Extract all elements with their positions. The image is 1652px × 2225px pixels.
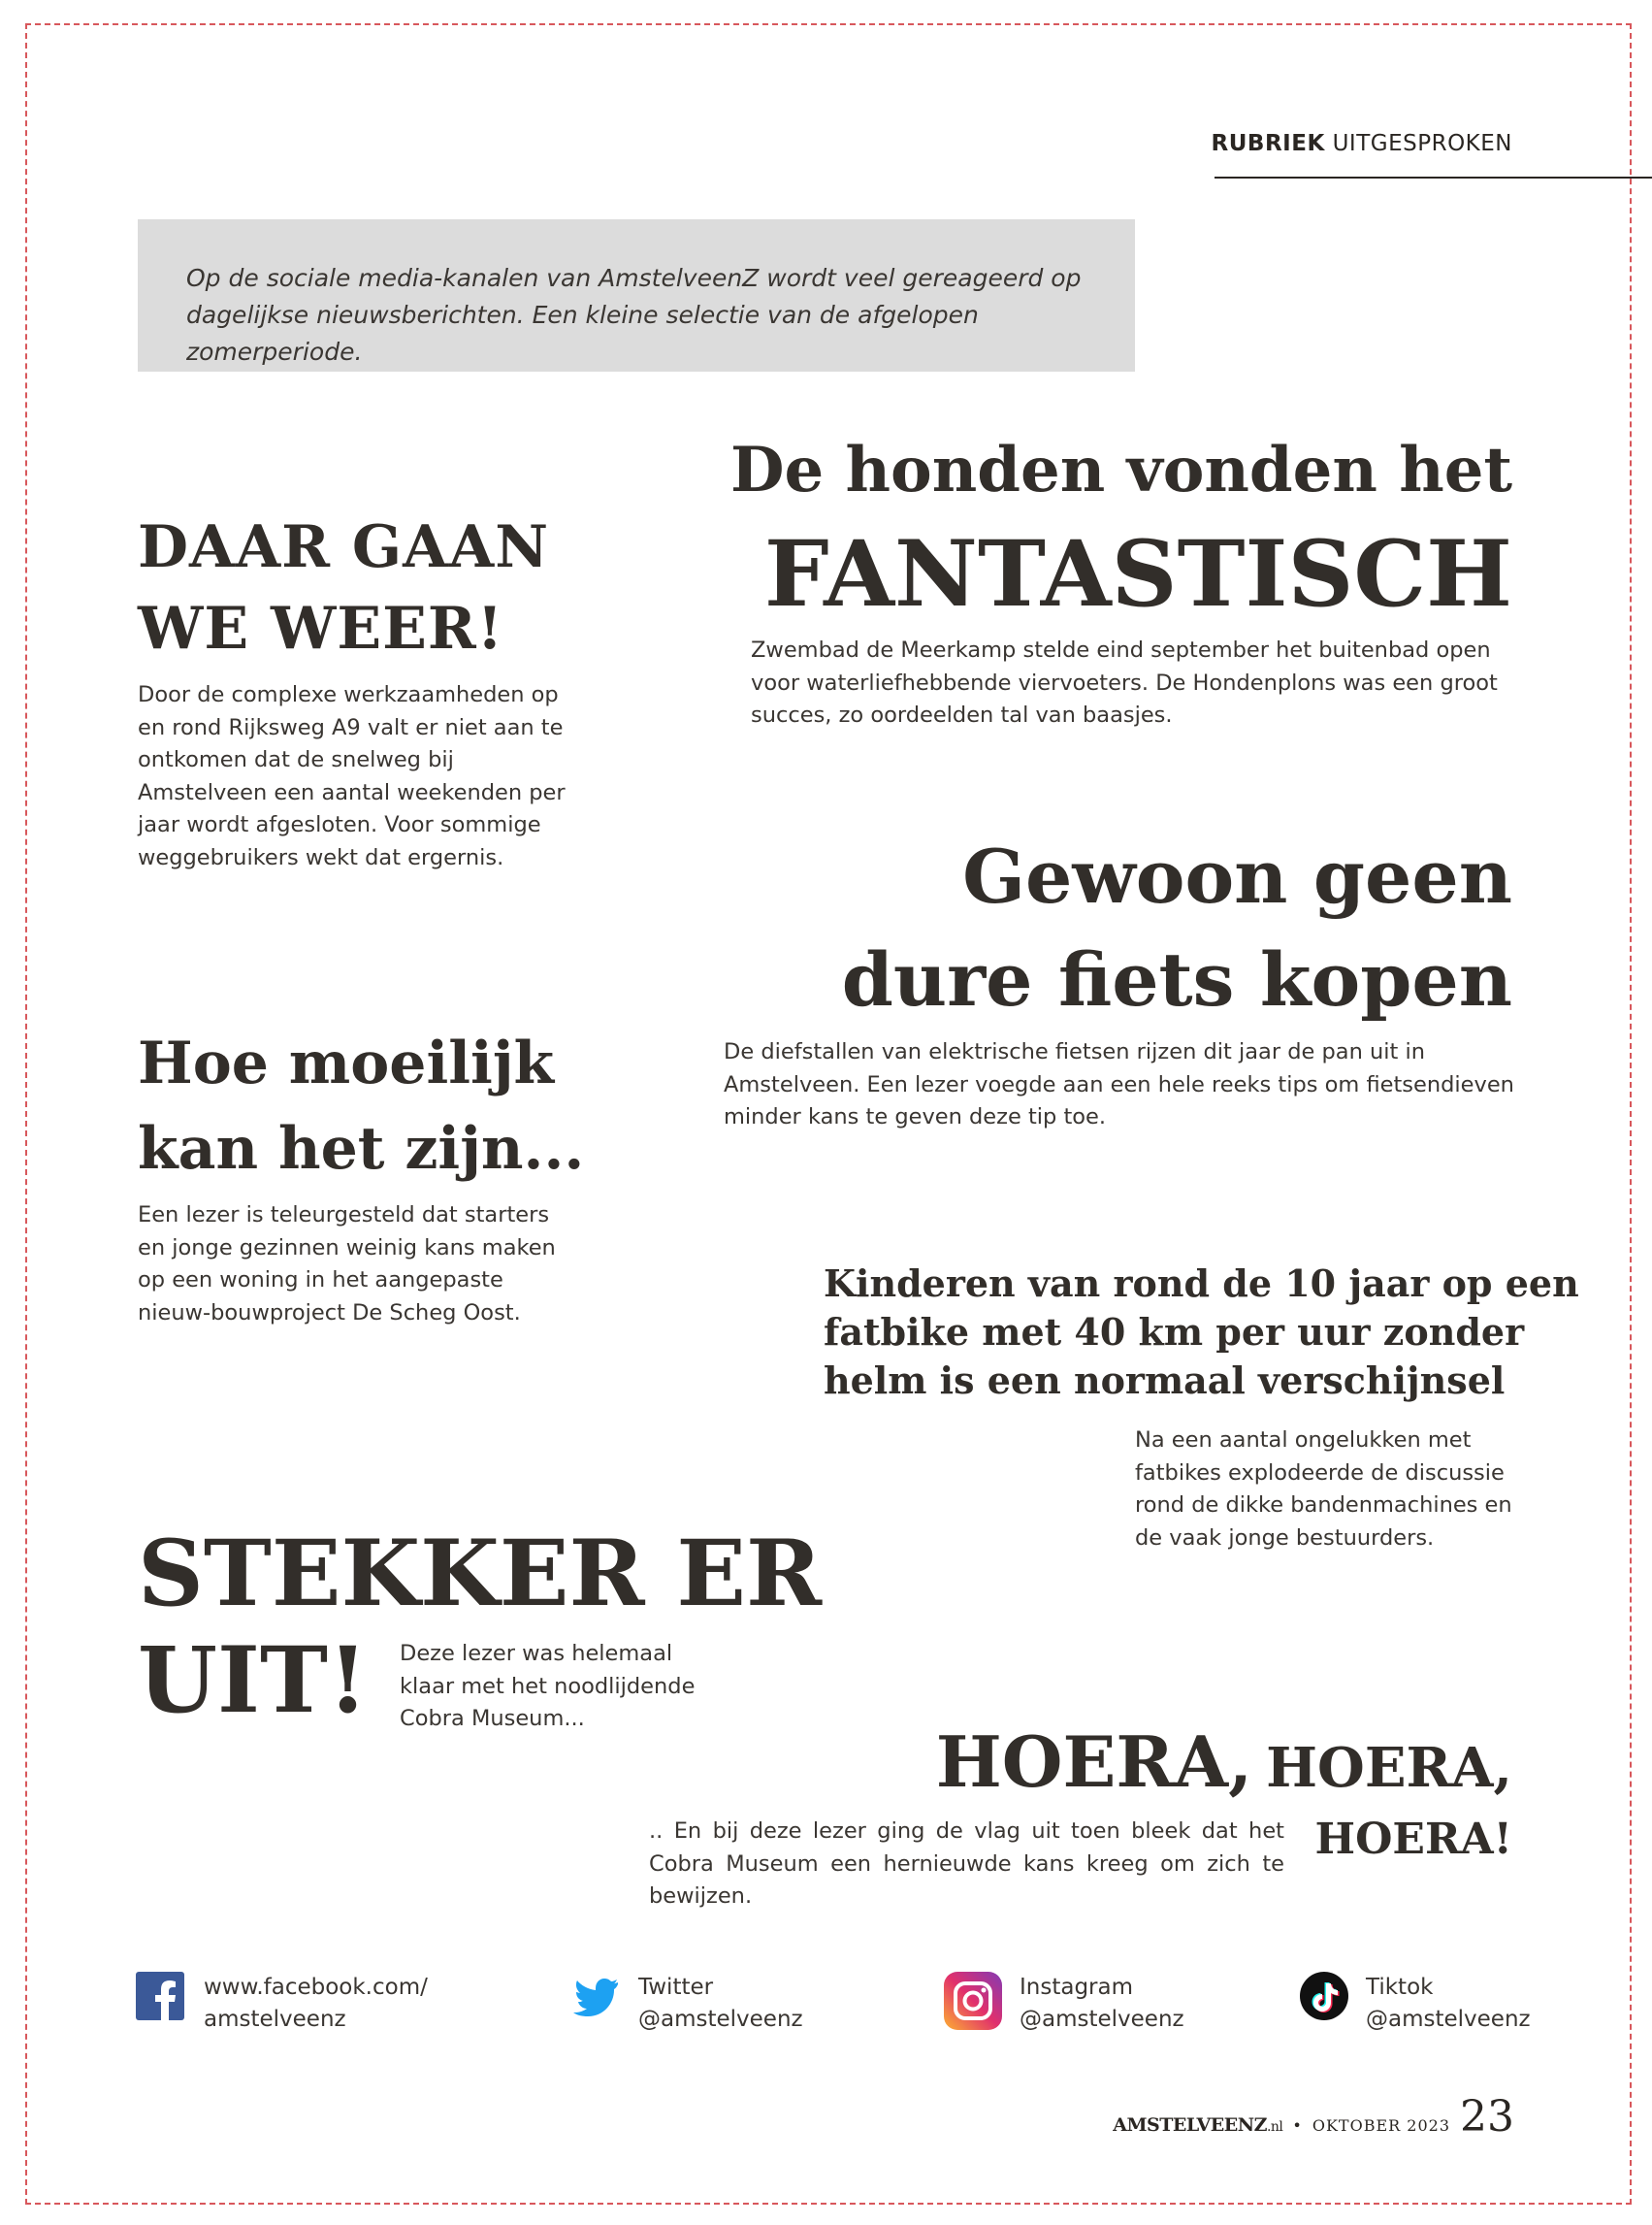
headline-honden-line2: FANTASTISCH bbox=[763, 521, 1512, 628]
hoera-mid: HOERA, bbox=[1266, 1736, 1512, 1800]
headline-moeilijk bbox=[138, 1021, 584, 1192]
page-footer bbox=[1113, 2092, 1514, 2142]
header-rule bbox=[1215, 177, 1652, 179]
rubriek-title: UITGESPROKEN bbox=[1332, 131, 1512, 156]
article-body-hoera: .. En bij deze lezer ging de vlag uit toen bleek dat het Cobra Museum een hernieuwde kans kreeg om zich te bewijzen. bbox=[649, 1818, 1284, 1909]
article-body-daar-gaan: Door de complexe werkzaamheden op en rond Rijksweg A9 valt er niet aan te ontkomen dat de snelweg bij Amstelveen een aantal weekenden per jaar wordt afgesloten. Voor sommige weggebruikers wekt dat ergernis. bbox=[138, 682, 566, 870]
headline-fiets-line1: Gewoon geen bbox=[962, 834, 1512, 920]
headline-honden-line1: De honden vonden het bbox=[729, 434, 1512, 507]
headline-line: fatbike met 40 km per uur zonder bbox=[824, 1310, 1525, 1354]
headline-line: kan het zijn... bbox=[138, 1115, 585, 1183]
article-body-fatbike: Na een aantal ongelukken met fatbikes explodeerde de discussie rond de dikke bandenmachines en de vaak jonge bestuurders. bbox=[1135, 1427, 1512, 1551]
facebook-icon bbox=[136, 1972, 184, 2020]
social-twitter[interactable] bbox=[572, 1972, 803, 2036]
instagram-icon bbox=[944, 1972, 1002, 2030]
footer-date: OKTOBER 2023 bbox=[1312, 2116, 1450, 2135]
headline-fiets-line2: dure fiets kopen bbox=[841, 936, 1512, 1023]
headline-line: Hoe moeilijk bbox=[138, 1030, 555, 1097]
headline-line: DAAR GAAN bbox=[138, 513, 550, 581]
headline-hoera bbox=[936, 1716, 1512, 1815]
social-line2: amstelveenz bbox=[204, 2007, 346, 2032]
hoera-big: HOERA, bbox=[935, 1720, 1253, 1803]
social-line1: www.facebook.com/ bbox=[204, 1975, 428, 2000]
headline-stekker-line1: STEKKER ER bbox=[138, 1521, 823, 1627]
footer-separator: • bbox=[1292, 2116, 1303, 2135]
intro-text: Op de sociale media-kanalen van AmstelveenZ wordt veel gereageerd op dagelijkse nieuwsberichten. Een kleine selectie van de afgelopen zomerperiode. bbox=[186, 264, 1082, 366]
hoera-end: HOERA! bbox=[1314, 1815, 1512, 1864]
social-line2: @amstelveenz bbox=[1366, 2007, 1531, 2032]
page-number: 23 bbox=[1460, 2092, 1514, 2142]
section-label bbox=[1212, 131, 1512, 156]
article-body-fiets: De diefstallen van elektrische fietsen rijzen dit jaar de pan uit in Amstelveen. Een lezer voegde aan een hele reeks tips om fietsendieven minder kans te geven deze tip toe. bbox=[724, 1039, 1514, 1129]
article-body-moeilijk: Een lezer is teleurgesteld dat starters en jonge gezinnen weinig kans maken op een woning in het aangepaste nieuw-bouwproject De Scheg Oost. bbox=[138, 1202, 556, 1325]
headline-stekker-line2: UIT! bbox=[138, 1627, 369, 1734]
social-line1: Tiktok bbox=[1366, 1975, 1434, 2000]
brand-name: AMSTELVEENZ bbox=[1113, 2114, 1267, 2136]
social-line2: @amstelveenz bbox=[1020, 2007, 1184, 2032]
headline-line: WE WEER! bbox=[138, 595, 504, 663]
social-tiktok[interactable] bbox=[1300, 1972, 1531, 2036]
headline-line: Kinderen van rond de 10 jaar op een bbox=[824, 1261, 1579, 1305]
intro-box bbox=[138, 219, 1135, 372]
social-line2: @amstelveenz bbox=[638, 2007, 803, 2032]
rubriek-label: RUBRIEK bbox=[1211, 131, 1325, 156]
headline-daar-gaan bbox=[138, 507, 549, 670]
tiktok-icon bbox=[1300, 1972, 1348, 2020]
social-instagram[interactable] bbox=[944, 1972, 1184, 2036]
article-body-honden: Zwembad de Meerkamp stelde eind september het buitenbad open voor waterliefhebbende viervoeters. De Hondenplons was een groot succes, zo oordeelden tal van baasjes. bbox=[751, 638, 1498, 728]
social-line1: Instagram bbox=[1020, 1975, 1134, 2000]
social-facebook[interactable] bbox=[136, 1972, 428, 2036]
social-line1: Twitter bbox=[638, 1975, 714, 2000]
headline-fatbike bbox=[824, 1260, 1579, 1405]
brand-suffix: .nl bbox=[1266, 2119, 1283, 2135]
article-body-stekker: Deze lezer was helemaal klaar met het noodlijdende Cobra Museum... bbox=[400, 1641, 696, 1731]
twitter-icon bbox=[572, 1972, 621, 2020]
footer-brand bbox=[1113, 2114, 1282, 2136]
headline-line: helm is een normaal verschijnsel bbox=[824, 1358, 1506, 1402]
